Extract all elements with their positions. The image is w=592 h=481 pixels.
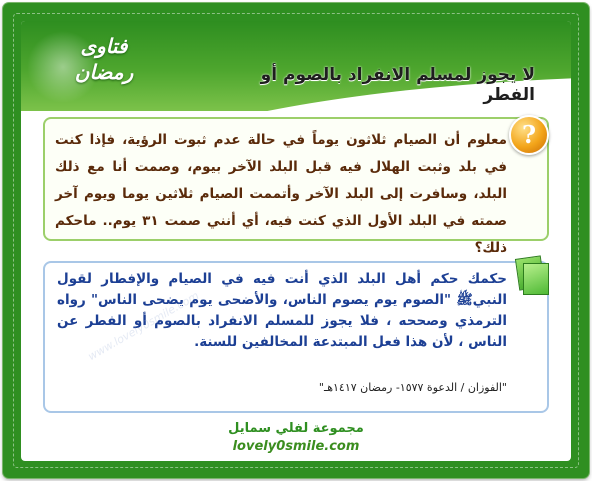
footer-link[interactable]: lovely0smile.com [232, 439, 360, 454]
badge-line-1: فتاوى [80, 34, 128, 58]
page-title: لا يجوز لمسلم الانفراد بالصوم أو الفطر [260, 65, 535, 105]
badge-line-2: رمضان [74, 60, 134, 84]
badge-title [69, 33, 139, 85]
book-pages-icon [517, 257, 551, 295]
header-banner [21, 21, 571, 111]
watermark: www.lovely0smile.com [85, 289, 202, 364]
question-box [43, 117, 549, 256]
card-frame [3, 3, 589, 478]
card-content [21, 21, 571, 461]
answer-source: "الفوزان / الدعوة ١٥٧٧- رمضان ١٤١٧هـ" [318, 381, 507, 394]
footer-label: مجموعة لفلي سمايل [228, 421, 364, 436]
question-mark-icon: ? [509, 115, 549, 155]
question-text: معلوم أن الصيام ثلاثون يوماً في حالة عدم ثبوت الرؤية، فإذا كنت في بلد وثبت الهلال فيه قبل البلد الآخر بيوم، وصمت أنا مع ذلك البلد، وسافرت إلى البلد الآخر وأتممت الصيام ثلاثين يوما ويوم آخر صمته في البلد الأول الذي كنت فيه، أي أنني صمت ٣١ يوم.. ماحكم ذلك؟ [55, 132, 508, 256]
answer-text: حكمك حكم أهل البلد الذي أنت فيه في الصيام والإفطار لقول النبيﷺ "الصوم يوم يصوم الناس، والأضحى يوم يضحى الناس" رواه الترمذي وصححه ، فلا يجوز للمسلم الانفراد بالصوم أو الفطر عن الناس ، لأن هذا فعل المبتدعة المخالفين للسنة. [57, 271, 507, 350]
